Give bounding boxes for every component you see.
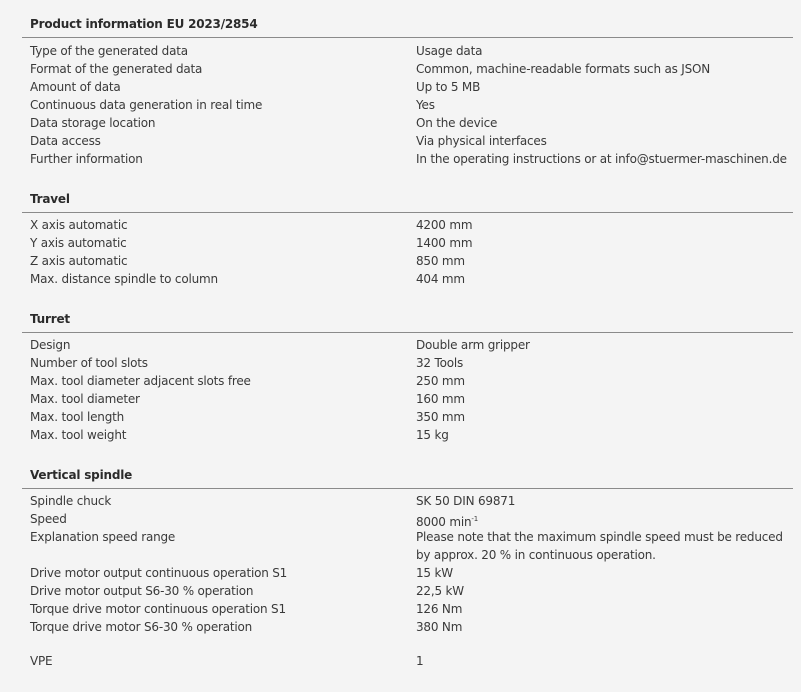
spec-label: Max. tool diameter [30,392,140,406]
section-title: Product information EU 2023/2854 [30,17,258,31]
spec-value: Yes [416,98,435,112]
spec-row [30,78,793,96]
spec-label: Max. tool length [30,410,125,424]
spec-label: Data storage location [30,116,156,130]
spec-label: Number of tool slots [30,356,148,370]
spec-value: Please note that the maximum spindle speed must be reduced by approx. 20 % in continuous operation. [416,530,783,562]
spec-value: Usage data [416,44,483,58]
spec-value: 1400 mm [416,236,473,250]
spec-value: 250 mm [416,374,465,388]
spec-row [30,270,793,288]
spec-row [30,408,793,426]
spec-label: Type of the generated data [30,44,188,58]
spec-value: SK 50 DIN 69871 [416,494,516,508]
section-header-product-information [22,9,793,38]
spec-row [30,618,793,636]
spec-row [30,564,793,582]
section-header-vertical-spindle [22,460,793,489]
spec-label: Max. tool diameter adjacent slots free [30,374,251,388]
spec-value: 4200 mm [416,218,473,232]
spec-row [30,252,793,270]
spec-label: X axis automatic [30,218,128,232]
spec-value: 32 Tools [416,356,464,370]
spec-row [30,132,793,150]
spec-row [30,114,793,132]
spec-row [30,354,793,372]
spec-label: Further information [30,152,143,166]
unit-exponent: -1 [471,515,478,523]
section-title: Travel [30,192,70,206]
spec-label: Explanation speed range [30,530,176,544]
spec-value: 15 kW [416,566,453,580]
spec-label: Speed [30,512,67,526]
spec-label: Spindle chuck [30,494,112,508]
spec-row [30,426,793,444]
section-header-travel [22,184,793,213]
spec-value: In the operating instructions or at info@stuermer-maschinen.de [416,152,787,166]
spec-row [30,510,793,528]
spec-label: Z axis automatic [30,254,128,268]
spec-value: 126 Nm [416,602,463,616]
spec-row [30,216,793,234]
spec-value: On the device [416,116,498,130]
vpe-row [30,652,793,670]
spec-label: Torque drive motor S6-30 % operation [30,620,253,634]
spec-value: 404 mm [416,272,465,286]
section-title: Turret [30,312,70,326]
spec-row [30,96,793,114]
spec-value: 15 kg [416,428,449,442]
spec-row [30,42,793,60]
vpe-value: 1 [416,654,424,668]
spec-row [30,60,793,78]
section-header-turret [22,304,793,333]
spec-value: Via physical interfaces [416,134,547,148]
spec-row [30,372,793,390]
spec-label: Data access [30,134,101,148]
spec-value: 350 mm [416,410,465,424]
spec-value: 850 mm [416,254,465,268]
spec-row [30,582,793,600]
spec-row [30,150,793,168]
spec-label: Torque drive motor continuous operation S1 [30,602,286,616]
spec-row [30,600,793,618]
spec-label: Format of the generated data [30,62,203,76]
spec-row [30,390,793,408]
spec-row [30,336,793,354]
spec-label: Design [30,338,71,352]
spec-value: Common, machine-readable formats such as JSON [416,62,711,76]
section-title: Vertical spindle [30,468,133,482]
spec-value: 160 mm [416,392,465,406]
spec-value: 22,5 kW [416,584,464,598]
spec-value: Double arm gripper [416,338,530,352]
spec-value: 380 Nm [416,620,463,634]
spec-label: Continuous data generation in real time [30,98,263,112]
spec-label: Y axis automatic [30,236,127,250]
spec-row [30,492,793,510]
spec-row [30,234,793,252]
vpe-label: VPE [30,654,53,668]
spec-value: Up to 5 MB [416,80,481,94]
spec-row [30,528,793,564]
spec-value: 8000 min [416,515,472,529]
spec-label: Max. distance spindle to column [30,272,218,286]
spec-label: Max. tool weight [30,428,127,442]
spec-label: Amount of data [30,80,121,94]
spec-label: Drive motor output S6-30 % operation [30,584,254,598]
spec-label: Drive motor output continuous operation S1 [30,566,288,580]
